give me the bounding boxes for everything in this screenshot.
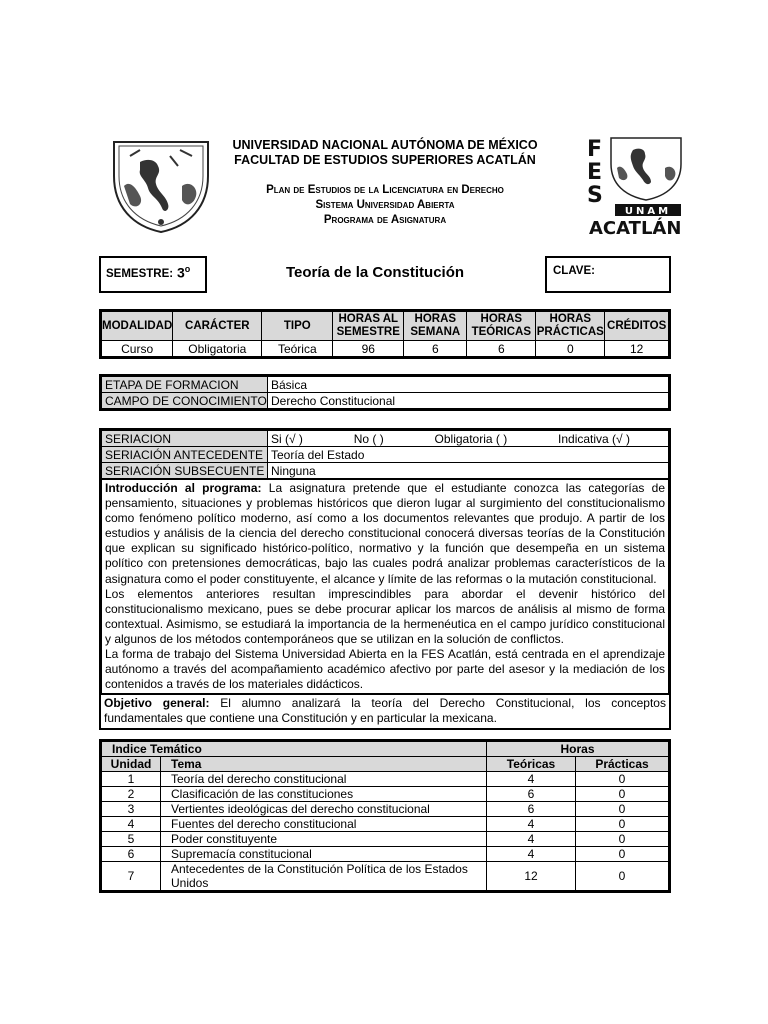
horas-teoricas-value: 6	[467, 341, 536, 357]
teoricas-cell: 4	[487, 847, 576, 862]
program-name: Programa de Asignatura	[323, 214, 447, 226]
indice-title-row	[102, 742, 669, 757]
intro-paragraph-2: Los elementos anteriores resultan imprescindibles para abordar el devenir histórico del constitucionalismo mexicano, pues se debe procurar aplicar los marcos de análisis al mismo de forma contextual. Asimismo, se estudiará la importancia de la hermenéutica en el campo jurídico constitucional y algunos de los métodos contemporáneos que se utilizan en la solución de conflictos.	[105, 586, 665, 646]
unidad-cell: 4	[102, 817, 161, 832]
modalidad-header-row	[102, 312, 669, 341]
fes-letter-s: S	[587, 183, 603, 208]
antecedente-row	[102, 447, 669, 463]
indice-tematico-table	[99, 739, 671, 893]
teoricas-cell: 4	[487, 832, 576, 847]
indice-title: Indice Temático	[102, 742, 487, 757]
header-cell: CARÁCTER	[173, 312, 262, 341]
teoricas-cell: 6	[487, 787, 576, 802]
etapa-label: ETAPA DE FORMACION	[102, 377, 268, 393]
objetivo-text: El alumno analizará la teoría del Derecho Constitucional, los conceptos fundamentales que contiene una Constitución y en particular la mexicana.	[104, 696, 666, 726]
practicas-cell: 0	[576, 787, 669, 802]
table-row	[102, 772, 669, 787]
tema-cell: Clasificación de las constituciones	[161, 787, 487, 802]
campo-row	[102, 393, 669, 409]
practicas-cell: 0	[576, 847, 669, 862]
unam-seal-small-icon	[611, 138, 681, 200]
subsecuente-label: SERIACIÓN SUBSECUENTE	[102, 463, 268, 479]
unidad-cell: 7	[102, 862, 161, 891]
practicas-cell: 0	[576, 862, 669, 891]
practicas-cell: 0	[576, 817, 669, 832]
horas-semestre-value: 96	[333, 341, 404, 357]
header-cell: HORAS TEÓRICAS	[467, 312, 536, 341]
modalidad-table	[99, 309, 671, 359]
unam-seal-icon	[114, 142, 208, 232]
semester-number: 3	[177, 264, 185, 281]
table-row	[102, 862, 669, 891]
tema-cell: Antecedentes de la Constitución Política de los Estados Unidos	[161, 862, 487, 891]
header-cell: CRÉDITOS	[605, 312, 669, 341]
table-row	[102, 832, 669, 847]
semester-suffix: o	[184, 264, 191, 274]
acatlan-text: ACATLÁN	[589, 218, 682, 238]
unam-seal-logo	[110, 136, 212, 234]
course-title: Teoría de la Constitución	[285, 264, 465, 281]
intro-heading: Introducción al programa:	[105, 481, 262, 495]
tema-cell: Supremacía constitucional	[161, 847, 487, 862]
unidad-cell: 5	[102, 832, 161, 847]
table-row	[102, 817, 669, 832]
horas-semana-value: 6	[404, 341, 467, 357]
practicas-cell: 0	[576, 772, 669, 787]
col-teoricas: Teóricas	[487, 757, 576, 772]
header-cell: HORAS AL SEMESTRE	[333, 312, 404, 341]
campo-value: Derecho Constitucional	[268, 393, 669, 409]
seriacion-no: No ( )	[353, 431, 384, 446]
tema-cell: Fuentes del derecho constitucional	[161, 817, 487, 832]
clave-label	[553, 265, 595, 277]
seriacion-row	[102, 431, 669, 447]
unidad-cell: 2	[102, 787, 161, 802]
seriacion-obligatoria: Obligatoria ( )	[434, 431, 508, 446]
system-name: Sistema Universidad Abierta	[315, 199, 455, 211]
unidad-cell: 1	[102, 772, 161, 787]
header-plan	[230, 183, 540, 228]
semester-label: SEMESTRE:	[106, 268, 174, 280]
etapa-row	[102, 377, 669, 393]
col-tema: Tema	[161, 757, 487, 772]
header-institution	[230, 138, 540, 168]
seriacion-section	[99, 428, 671, 730]
unidad-cell: 3	[102, 802, 161, 817]
col-practicas: Prácticas	[576, 757, 669, 772]
faculty-name: FACULTAD DE ESTUDIOS SUPERIORES ACATLÁN	[234, 153, 536, 167]
seriacion-si: Si (√ )	[271, 431, 303, 446]
objetivo-section	[101, 694, 669, 728]
caracter-value: Obligatoria	[173, 341, 262, 357]
unam-text: UNAM	[624, 206, 672, 217]
seriacion-options	[268, 432, 668, 446]
semester-value	[177, 264, 190, 281]
practicas-cell: 0	[576, 802, 669, 817]
fes-acatlan-logo	[585, 134, 685, 238]
header-cell: TIPO	[262, 312, 333, 341]
table-row	[102, 847, 669, 862]
modalidad-value-row	[102, 341, 669, 357]
university-name: UNIVERSIDAD NACIONAL AUTÓNOMA DE MÉXICO	[232, 138, 538, 152]
intro-paragraph-1	[105, 481, 665, 587]
practicas-cell: 0	[576, 832, 669, 847]
intro-section	[101, 479, 669, 694]
tipo-value: Teórica	[262, 341, 333, 357]
plan-name: Plan de Estudios de la Licenciatura en Derecho	[266, 184, 504, 196]
table-row	[102, 802, 669, 817]
intro-text-1: La asignatura pretende que el estudiante conozca las categorías de pensamiento, situaciones y problemas históricos que dieron lugar al surgimiento del constitucionalismo como fenómeno político moderno, así como a los documentos relevantes que produjo. A partir de los estudios y análisis de la ciencia del derecho constitucional conocerá diversas teorías de la Constitución que explican su significado histórico-político, normativo y la función que desempeña en un sistema político con pretensiones democráticas, bajo las cuales podrá analizar problemas característicos de la asignatura como el poder constituyente, el alcance y límite de las reformas o la mutación constitucional.	[105, 481, 666, 586]
col-unidad: Unidad	[102, 757, 161, 772]
creditos-value: 12	[605, 341, 669, 357]
modalidad-value: Curso	[102, 341, 173, 357]
etapa-value: Básica	[268, 377, 669, 393]
seriacion-indicativa: Indicativa (√ )	[558, 431, 630, 446]
seriacion-label: SERIACION	[102, 431, 268, 447]
unidad-cell: 6	[102, 847, 161, 862]
tema-cell: Vertientes ideológicas del derecho constitucional	[161, 802, 487, 817]
teoricas-cell: 4	[487, 772, 576, 787]
horas-header: Horas	[487, 742, 669, 757]
clave-label-text: CLAVE:	[553, 265, 595, 277]
subsecuente-value: Ninguna	[268, 463, 669, 479]
header-cell: HORAS PRÁCTICAS	[536, 312, 605, 341]
fes-letter-e: E	[587, 160, 603, 185]
indice-columns-row	[102, 757, 669, 772]
horas-practicas-value: 0	[536, 341, 605, 357]
etapa-table	[99, 374, 671, 411]
fes-letter-f: F	[587, 137, 603, 162]
subsecuente-row	[102, 463, 669, 479]
objetivo-heading: Objetivo general:	[104, 696, 210, 711]
table-row	[102, 787, 669, 802]
header-cell: MODALIDAD	[102, 312, 173, 341]
tema-cell: Poder constituyente	[161, 832, 487, 847]
intro-paragraph-3: La forma de trabajo del Sistema Universidad Abierta en la FES Acatlán, está centrada en el aprendizaje autónomo a través del acompañamiento académico afectivo por parte del asesor y la mediación de los contenidos a través de los materiales didácticos.	[105, 647, 665, 692]
header-cell: HORAS SEMANA	[404, 312, 467, 341]
antecedente-value: Teoría del Estado	[268, 447, 669, 463]
antecedente-label: SERIACIÓN ANTECEDENTE	[102, 447, 268, 463]
teoricas-cell: 12	[487, 862, 576, 891]
teoricas-cell: 6	[487, 802, 576, 817]
teoricas-cell: 4	[487, 817, 576, 832]
campo-label: CAMPO DE CONOCIMIENTO	[102, 393, 268, 409]
tema-cell: Teoría del derecho constitucional	[161, 772, 487, 787]
